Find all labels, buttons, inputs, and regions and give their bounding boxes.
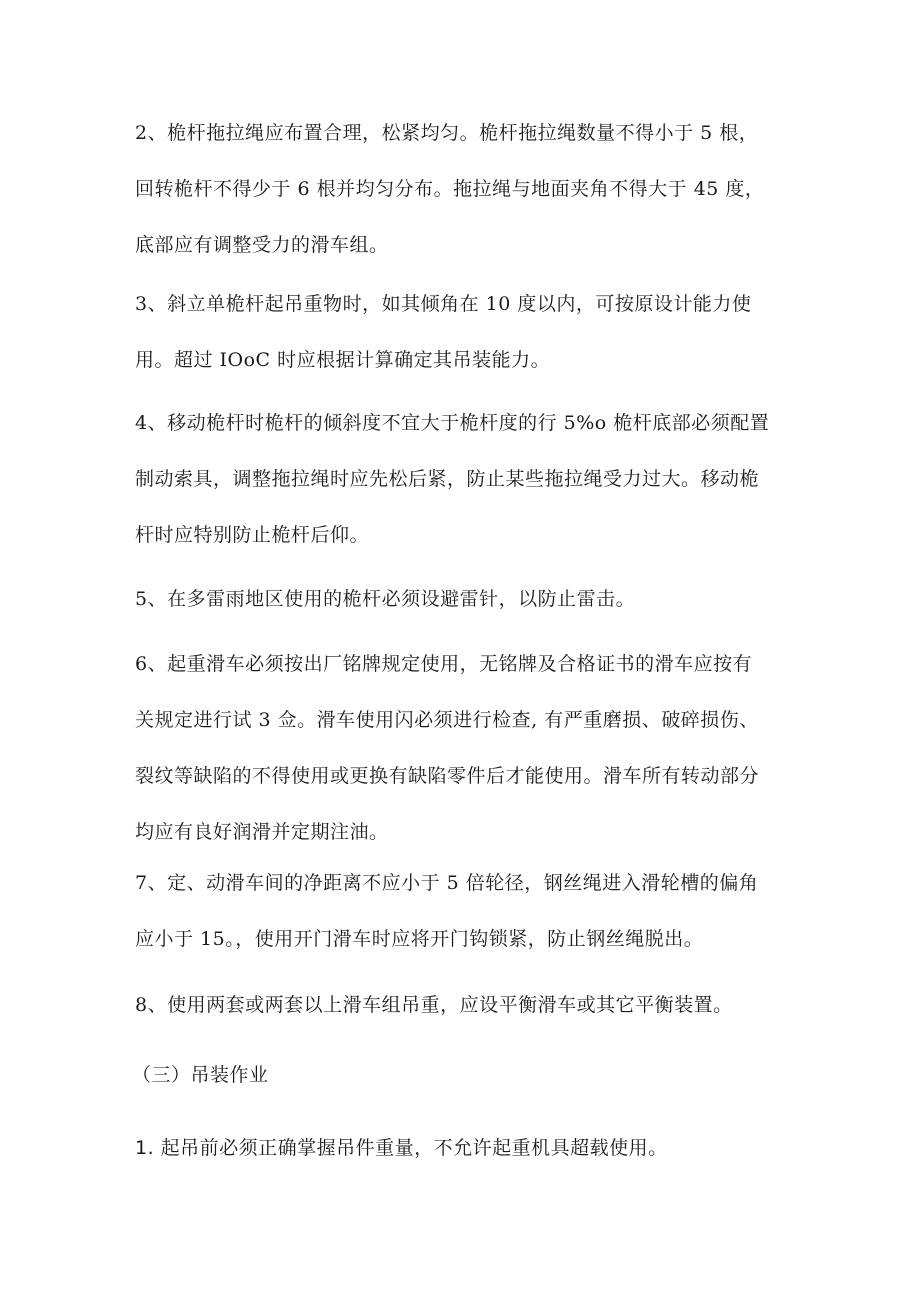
paragraph-2	[135, 105, 795, 273]
paragraph-8	[135, 977, 795, 1033]
paragraph-line: 5、在多雷雨地区使用的桅杆必须设避雷针，以防止雷击。	[135, 588, 636, 610]
paragraph-line: 4、移动桅杆时桅杆的倾斜度不宜大于桅杆度的行 5%o 桅杆底部必须配置	[135, 412, 770, 434]
paragraph-line: 关规定进行试 3 佥。滑车使用闪必须进行检查, 有严重磨损、破碎损伤、	[135, 709, 759, 731]
paragraph-line: 2、桅杆拖拉绳应布置合理，松紧均匀。桅杆拖拉绳数量不得小于 5 根，	[135, 122, 759, 144]
paragraph-6	[135, 636, 795, 860]
paragraph-line: 底部应有调整受力的滑车组。	[135, 234, 389, 256]
paragraph-line: 用。超过 IOoC 时应根据计算确定其吊装能力。	[135, 349, 551, 371]
paragraph-line: 均应有良好润滑并定期注油。	[135, 821, 389, 843]
paragraph-4	[135, 395, 795, 563]
paragraph-5	[135, 571, 795, 627]
paragraph-line: 应小于 15。，使用开门滑车时应将开门钩锁紧，防止钢丝绳脱出。	[135, 928, 704, 950]
paragraph-line: 杆时应特别防止桅杆后仰。	[135, 524, 370, 546]
paragraph-line: 制动索具，调整拖拉绳时应先松后紧，防止某些拖拉绳受力过大。移动桅	[135, 468, 760, 490]
paragraph-line: 7、定、动滑车间的净距离不应小于 5 倍轮径，钢丝绳进入滑轮槽的偏角	[135, 872, 759, 894]
paragraph-line: 回转桅杆不得少于 6 根并均匀分布。拖拉绳与地面夹角不得大于 45 度，	[135, 178, 765, 200]
paragraph-line: 裂纹等缺陷的不得使用或更换有缺陷零件后才能使用。滑车所有转动部分	[135, 765, 760, 787]
paragraph-3	[135, 276, 795, 388]
list-item-1: 1. 起吊前必须正确掌握吊件重量，不允许起重机具超载使用。	[135, 1137, 668, 1159]
section-heading: （三）吊装作业	[132, 1064, 269, 1086]
paragraph-line: 6、起重滑车必须按出厂铭牌规定使用，无铭牌及合格证书的滑车应按有	[135, 653, 753, 675]
paragraph-line: 3、斜立单桅杆起吊重物时，如其倾角在 10 度以内，可按原设计能力使	[135, 293, 752, 315]
paragraph-7	[135, 855, 795, 967]
paragraph-line: 8、使用两套或两套以上滑车组吊重，应设平衡滑车或其它平衡装置。	[135, 994, 733, 1016]
